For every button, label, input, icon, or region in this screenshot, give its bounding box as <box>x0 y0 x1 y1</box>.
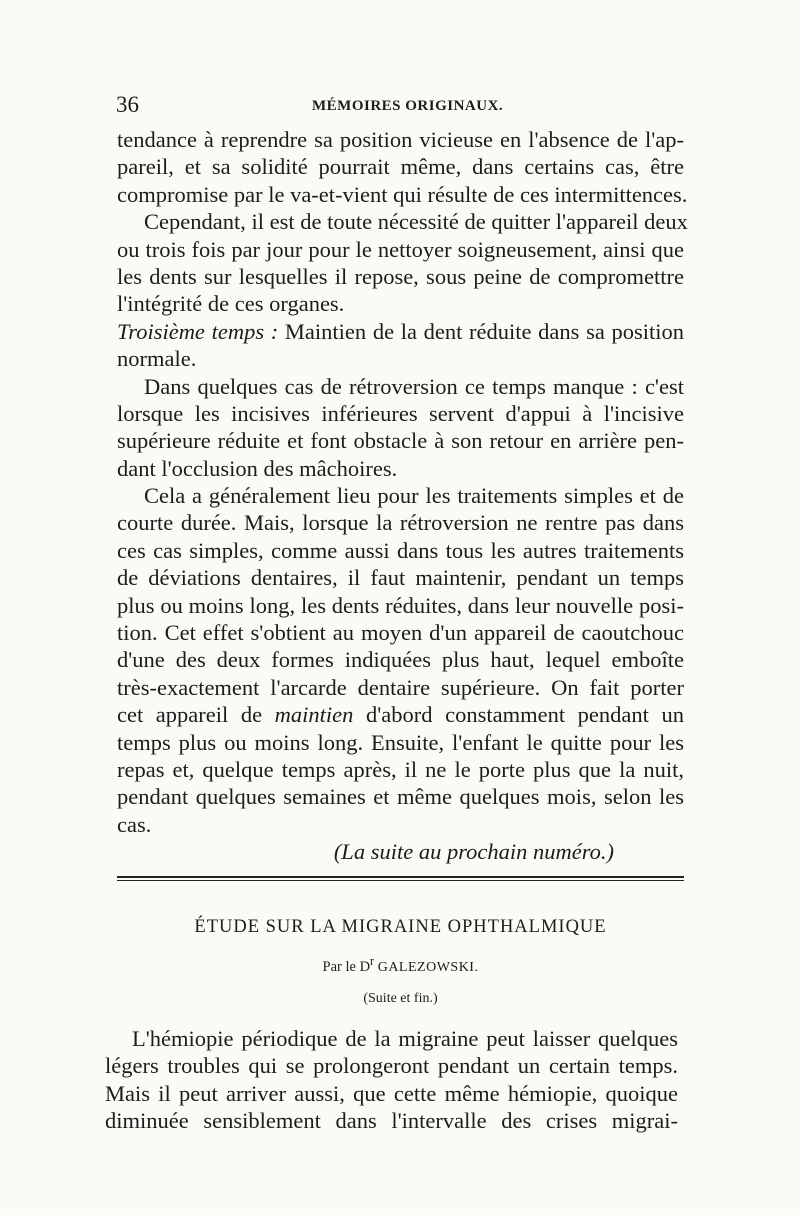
article-title: ÉTUDE SUR LA MIGRAINE OPHTHALMIQUE <box>194 917 607 937</box>
text-line: pendant quelques semaines et même quelques mois, selon les <box>117 784 684 810</box>
page-number: 36 <box>116 92 139 117</box>
section-heading-continuation: normale. <box>117 346 197 372</box>
text-line: tendance à reprendre sa position vicieuse en l'absence de l'ap- <box>117 127 684 152</box>
text-line: cas. <box>117 811 152 837</box>
byline-prefix: Par le D <box>322 958 371 975</box>
continuation-note: (La suite au prochain numéro.) <box>333 839 614 865</box>
text-line: Cependant, il est de toute nécessité de quitter l'appareil deux <box>144 209 688 235</box>
text-line: lorsque les incisives inférieures servent d'appui à l'incisive <box>117 400 684 426</box>
text-line: pareil, et sa solidité pourrait même, dans certains cas, être <box>117 154 684 180</box>
text-line: les dents sur lesquelles il repose, sous peine de compromettre <box>117 263 684 289</box>
text-line: très-exactement l'arcarde dentaire supérieure. On fait porter <box>117 674 684 700</box>
previous-article-text <box>117 126 688 865</box>
running-title: MÉMOIRES ORIGINAUX. <box>312 98 504 114</box>
text-line: ou trois fois par jour pour le nettoyer soigneusement, ainsi que <box>117 236 684 262</box>
text-line: légers troubles qui se prolongeront pendant un certain temps. <box>105 1053 678 1079</box>
text-line: Dans quelques cas de rétroversion ce temps manque : c'est <box>144 373 684 399</box>
paragraph-group-1 <box>117 126 688 318</box>
maintien-italic: maintien <box>274 702 354 728</box>
text-line: repas et, quelque temps après, il ne le porte plus que la nuit, <box>117 756 684 782</box>
byline <box>117 954 684 976</box>
byline-sup: r <box>370 954 375 968</box>
text-line: diminuée sensiblement dans l'intervalle des crises migrai- <box>105 1108 678 1134</box>
new-article-text <box>105 1025 678 1135</box>
text-line: temps plus ou moins long. Ensuite, l'enfant le quitte pour les <box>117 729 684 755</box>
text-line: tion. Cet effet s'obtient au moyen d'un appareil de caoutchouc <box>117 620 684 646</box>
text-line: l'intégrité de ces organes. <box>117 291 345 317</box>
text-line: compromise par le va-et-vient qui résulte de ces intermittences. <box>117 181 688 207</box>
paragraph-group-3 <box>117 729 684 839</box>
text-line: dant l'occlusion des mâchoires. <box>117 455 398 481</box>
text-line: de déviations dentaires, il faut maintenir, pendant un temps <box>117 565 684 591</box>
maintien-line <box>117 701 684 728</box>
section-heading <box>117 318 684 345</box>
author-name: GALEZOWSKI. <box>377 959 479 975</box>
text-line: ces cas simples, comme aussi dans tous les autres traitements <box>117 537 684 563</box>
text-line: d'une des deux formes indiquées plus haut, lequel emboîte <box>117 647 684 673</box>
section-heading-italic: Troisième temps : <box>117 318 279 344</box>
section-heading-rest: Maintien de la dent réduite dans sa position <box>278 318 684 344</box>
text-line: Mais il peut arriver aussi, que cette même hémiopie, quoique <box>105 1080 678 1106</box>
article-subtitle: (Suite et fin.) <box>363 991 438 1006</box>
maintien-post: d'abord constamment pendant un <box>353 702 684 728</box>
maintien-pre: cet appareil de <box>117 702 275 728</box>
text-line: Cela a généralement lieu pour les traitements simples et de <box>144 483 684 509</box>
paragraph-group-2 <box>117 373 684 702</box>
page-header <box>116 92 676 122</box>
text-line: plus ou moins long, les dents réduites, dans leur nouvelle posi- <box>117 592 684 618</box>
section-divider <box>117 876 684 881</box>
text-line: supérieure réduite et font obstacle à son retour en arrière pen- <box>117 428 684 454</box>
text-line: L'hémiopie périodique de la migraine peut laisser quelques <box>132 1026 678 1051</box>
text-line: courte durée. Mais, lorsque la rétroversion ne rentre pas dans <box>117 510 684 536</box>
